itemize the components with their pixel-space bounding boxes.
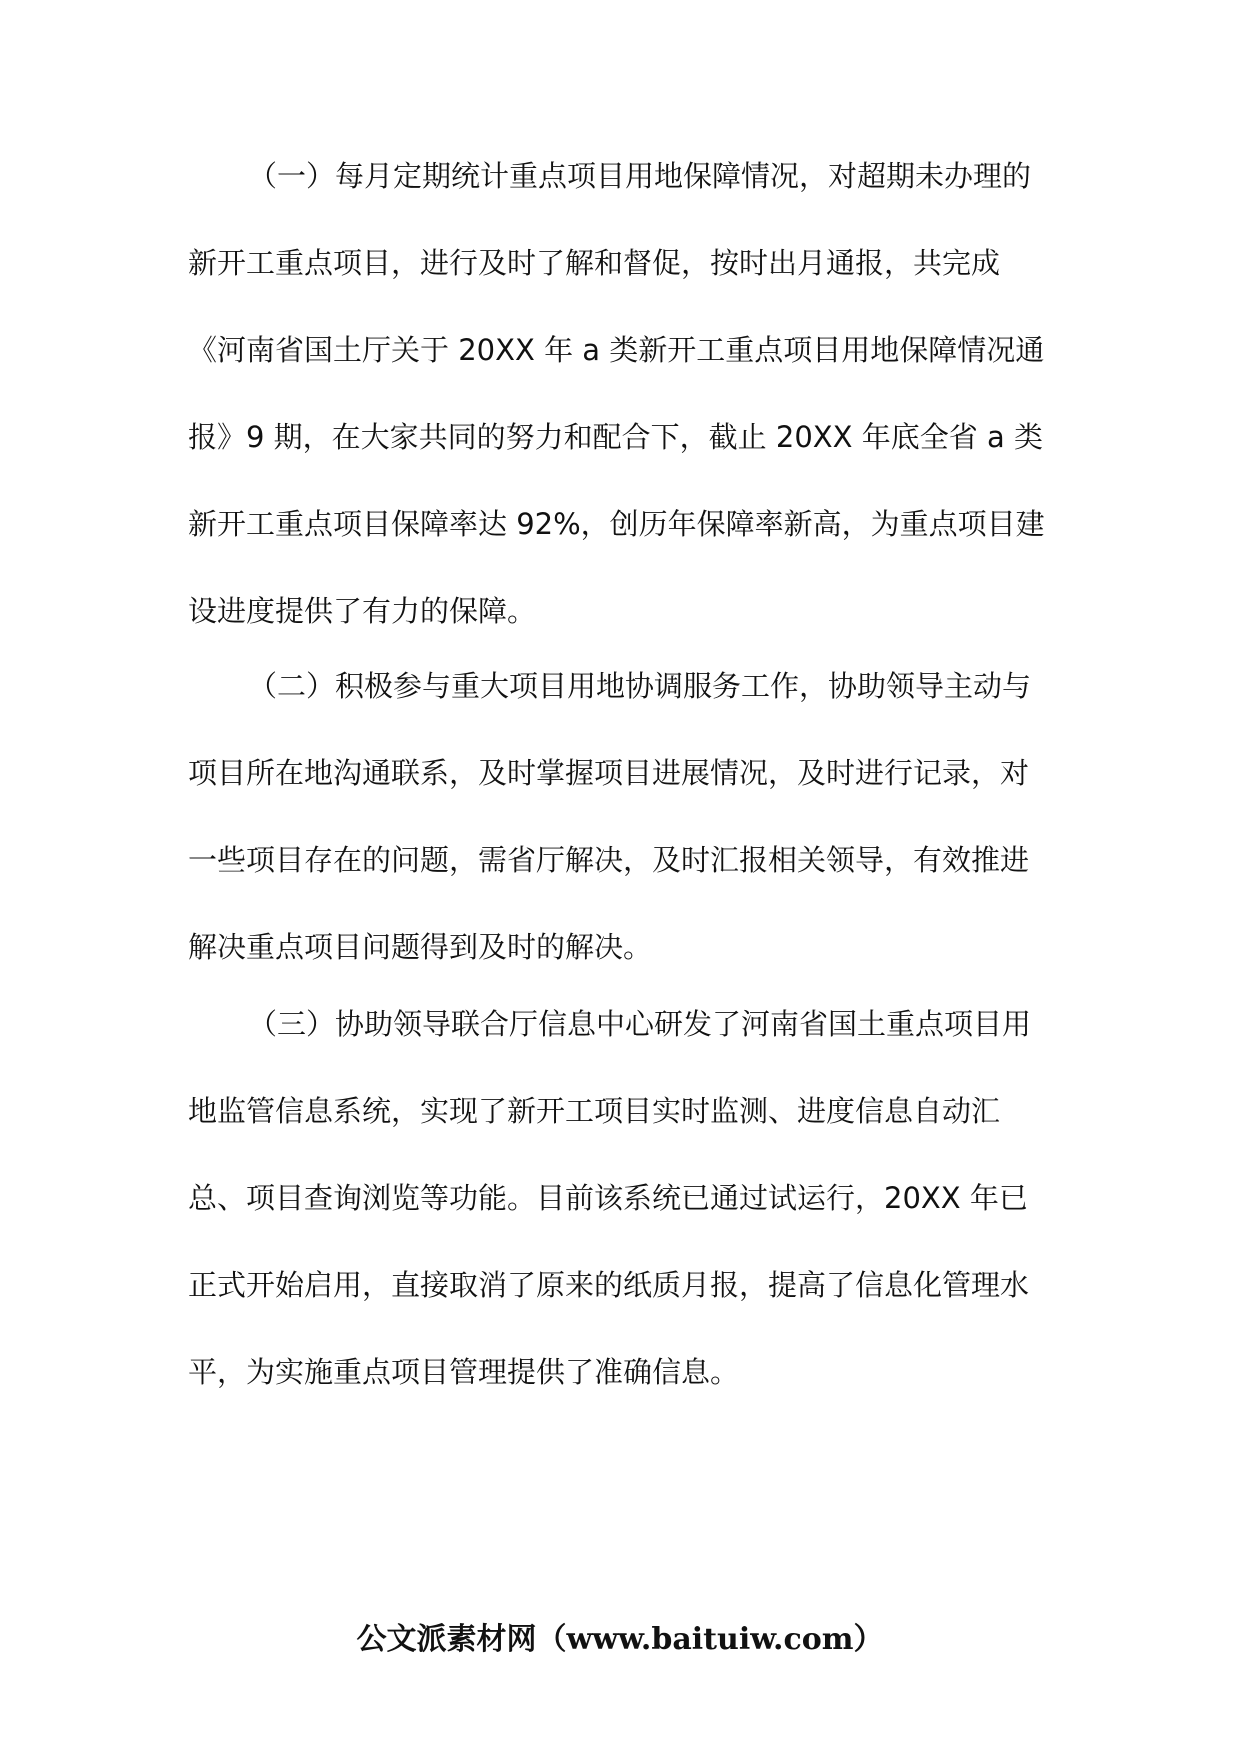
paragraph-3-line-2: 地监管信息系统，实现了新开工项目实时监测、进度信息自动汇 <box>188 1094 1001 1128</box>
paragraph-3-line-3: 总、项目查询浏览等功能。目前该系统已通过试运行，20XX 年已 <box>188 1181 1028 1215</box>
paragraph-2-line-1: （二）积极参与重大项目用地协调服务工作，协助领导主动与 <box>248 669 1032 703</box>
paragraph-2-line-2: 项目所在地沟通联系，及时掌握项目进展情况，及时进行记录，对 <box>188 756 1030 790</box>
paragraph-1-line-5: 新开工重点项目保障率达 92%，创历年保障率新高，为重点项目建 <box>188 507 1045 541</box>
paragraph-3-line-4: 正式开始启用，直接取消了原来的纸质月报，提高了信息化管理水 <box>188 1268 1030 1302</box>
paragraph-2-line-3: 一些项目存在的问题，需省厅解决，及时汇报相关领导，有效推进 <box>188 843 1030 877</box>
paragraph-1-line-4: 报》9 期，在大家共同的努力和配合下，截止 20XX 年底全省 a 类 <box>188 420 1043 454</box>
paragraph-1-line-3: 《河南省国土厅关于 20XX 年 a 类新开工重点项目用地保障情况通 <box>188 333 1045 367</box>
paragraph-1-line-1: （一）每月定期统计重点项目用地保障情况，对超期未办理的 <box>248 159 1032 193</box>
paragraph-3-line-1: （三）协助领导联合厅信息中心研发了河南省国土重点项目用 <box>248 1007 1032 1041</box>
paragraph-1-line-2: 新开工重点项目，进行及时了解和督促，按时出月通报，共完成 <box>188 246 1001 280</box>
paragraph-3-line-5: 平，为实施重点项目管理提供了准确信息。 <box>188 1355 740 1389</box>
paragraph-1-line-6: 设进度提供了有力的保障。 <box>188 594 537 628</box>
footer-source: 公文派素材网（www.baituiw.com） <box>356 1622 884 1657</box>
paragraph-2-line-4: 解决重点项目问题得到及时的解决。 <box>188 930 653 964</box>
